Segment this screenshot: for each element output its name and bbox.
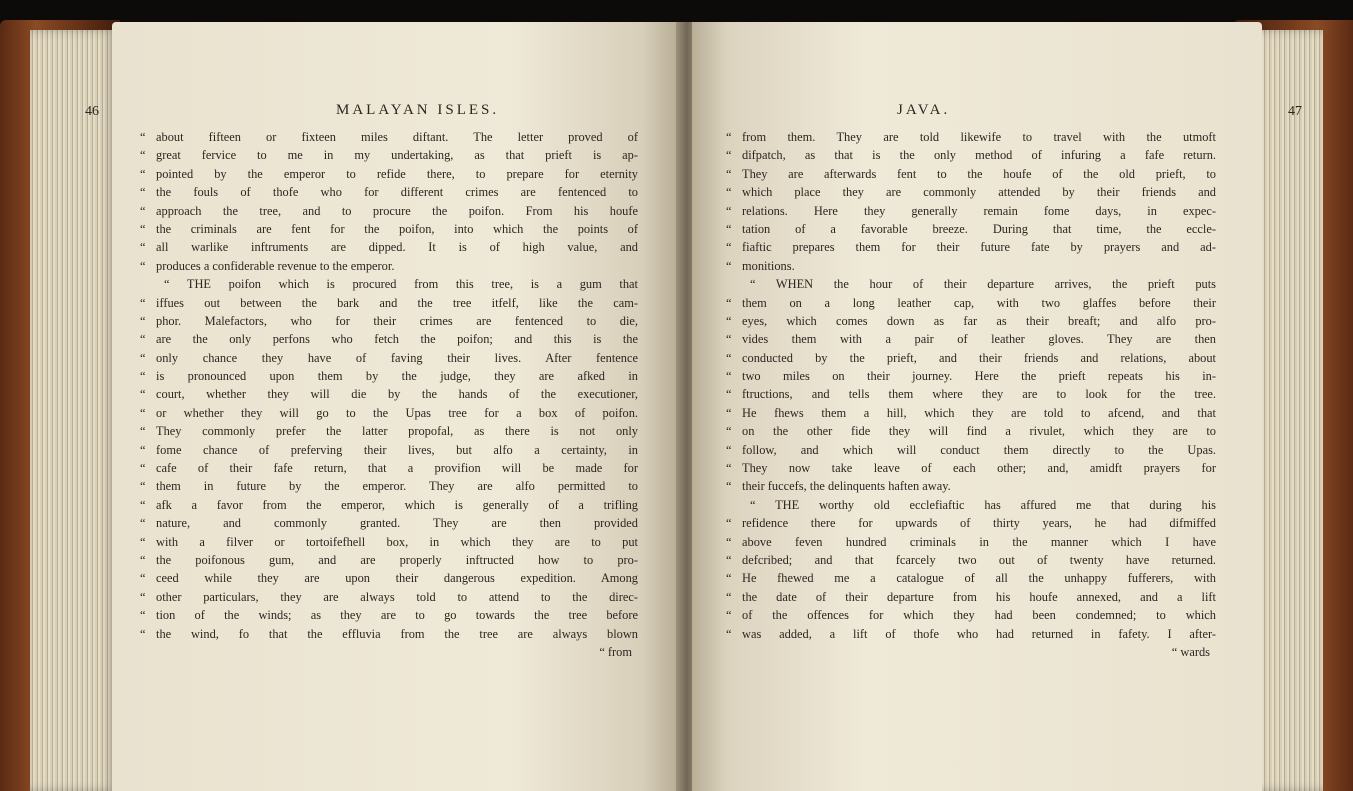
line-text: all warlike inftruments are dipped. It is of high value, and bbox=[156, 240, 638, 255]
line-text: are the only perfons who fetch the poifon; and this is the bbox=[156, 332, 638, 347]
text-line bbox=[140, 367, 638, 385]
line-text: them on a long leather cap, with two glaffes before their bbox=[742, 295, 1216, 310]
quote-mark: “ bbox=[726, 350, 732, 365]
text-line bbox=[140, 349, 638, 367]
line-text: refidence there for upwards of thirty years, he had difmiffed bbox=[742, 516, 1216, 531]
text-line bbox=[726, 220, 1216, 238]
line-text: the date of their departure from his houfe annexed, and a lift bbox=[742, 589, 1216, 604]
line-text: vides them with a pair of leather gloves. They are then bbox=[742, 332, 1216, 347]
line-text: was added, a lift of thofe who had returned in fafety. I after- bbox=[742, 626, 1216, 641]
running-head: JAVA. bbox=[897, 102, 951, 118]
text-line bbox=[726, 404, 1216, 422]
text-line bbox=[726, 146, 1216, 164]
quote-mark: “ bbox=[140, 461, 146, 476]
text-line bbox=[140, 146, 638, 164]
line-text: conducted by the prieft, and their friends and relations, about bbox=[742, 350, 1216, 365]
line-text: court, whether they will die by the hands of the executioner, bbox=[156, 387, 638, 402]
line-text: nature, and commonly granted. They are then provided bbox=[156, 516, 638, 531]
text-line bbox=[140, 569, 638, 587]
quote-mark: “ bbox=[140, 424, 146, 439]
body-text bbox=[140, 128, 638, 661]
text-line bbox=[726, 257, 1216, 275]
line-text: They now take leave of each other; and, amidft prayers for bbox=[742, 461, 1216, 476]
text-line bbox=[140, 496, 638, 514]
text-line bbox=[140, 533, 638, 551]
line-text: on the other fide they will find a rivulet, which they are to bbox=[742, 424, 1216, 439]
quote-mark: “ bbox=[140, 221, 146, 236]
line-text: They commonly prefer the latter propofal, as there is not only bbox=[156, 424, 638, 439]
line-text: He fhews them a hill, which they are told to afcend, and that bbox=[742, 405, 1216, 420]
quote-mark: “ bbox=[726, 203, 732, 218]
quote-mark: “ bbox=[726, 405, 732, 420]
text-line bbox=[140, 588, 638, 606]
text-line bbox=[140, 128, 638, 146]
quote-mark: “ bbox=[140, 497, 146, 512]
line-text: is pronounced upon them by the judge, they are afked in bbox=[156, 369, 638, 384]
quote-mark: “ bbox=[726, 221, 732, 236]
text-line bbox=[140, 238, 638, 256]
quote-mark bbox=[726, 275, 742, 293]
quote-mark: “ bbox=[140, 130, 146, 144]
quote-mark: “ bbox=[726, 608, 732, 623]
line-text: the wind, fo that the effluvia from the tree are always blown bbox=[156, 626, 638, 641]
catchword: “ wards bbox=[1171, 644, 1210, 659]
quote-mark: “ bbox=[140, 258, 146, 273]
quote-mark: “ bbox=[140, 369, 146, 384]
line-text: follow, and which will conduct them directly to the Upas. bbox=[742, 442, 1216, 457]
quote-mark: “ bbox=[726, 313, 732, 328]
text-line bbox=[726, 275, 1216, 293]
quote-mark: “ bbox=[140, 166, 146, 181]
line-text: produces a confiderable revenue to the emperor. bbox=[156, 258, 395, 273]
quote-mark: “ bbox=[140, 185, 146, 200]
line-text: two miles on their journey. Here the prieft repeats his in- bbox=[742, 369, 1216, 384]
line-text: their fuccefs, the delinquents haften away. bbox=[742, 479, 951, 494]
quote-mark: “ bbox=[726, 571, 732, 586]
text-line bbox=[726, 312, 1216, 330]
line-text: They are afterwards fent to the houfe of the old prieft, to bbox=[742, 166, 1216, 181]
line-text: “ THE worthy old ecclefiaftic has affured me that during his bbox=[750, 497, 1216, 512]
text-line bbox=[726, 477, 1216, 495]
text-line bbox=[726, 569, 1216, 587]
text-line bbox=[140, 459, 638, 477]
quote-mark: “ bbox=[140, 148, 146, 163]
text-line bbox=[726, 367, 1216, 385]
line-text: difpatch, as that is the only method of infuring a fafe return. bbox=[742, 148, 1216, 163]
text-line bbox=[140, 312, 638, 330]
text-line bbox=[140, 477, 638, 495]
text-line bbox=[140, 220, 638, 238]
line-text: with a filver or tortoifefhell box, in which they are to put bbox=[156, 534, 638, 549]
text-line bbox=[726, 183, 1216, 201]
text-line bbox=[726, 551, 1216, 569]
quote-mark: “ bbox=[726, 166, 732, 181]
quote-mark: “ bbox=[726, 240, 732, 255]
line-text: above feven hundred criminals in the manner which I have bbox=[742, 534, 1216, 549]
text-line bbox=[140, 294, 638, 312]
line-text: fiaftic prepares them for their future fate by prayers and ad- bbox=[742, 240, 1216, 255]
text-line bbox=[726, 496, 1216, 514]
text-line bbox=[726, 165, 1216, 183]
line-text: pointed by the emperor to refide there, to prepare for eternity bbox=[156, 166, 638, 181]
quote-mark: “ bbox=[726, 258, 732, 273]
quote-mark: “ bbox=[726, 387, 732, 402]
text-line bbox=[726, 588, 1216, 606]
quote-mark bbox=[726, 496, 742, 514]
body-text bbox=[726, 128, 1216, 661]
line-text: monitions. bbox=[742, 258, 795, 273]
quote-mark: “ bbox=[726, 442, 732, 457]
line-text: tation of a favorable breeze. During that time, the eccle- bbox=[742, 221, 1216, 236]
quote-mark: “ bbox=[140, 479, 146, 494]
right-page bbox=[692, 22, 1302, 791]
text-line bbox=[140, 330, 638, 348]
catchword: “ from bbox=[599, 644, 632, 659]
text-line bbox=[726, 533, 1216, 551]
text-line bbox=[726, 349, 1216, 367]
line-text: the poifonous gum, and are properly inftructed how to pro- bbox=[156, 552, 638, 567]
text-line bbox=[726, 625, 1216, 643]
quote-mark: “ bbox=[140, 534, 146, 549]
quote-mark: “ bbox=[726, 461, 732, 476]
quote-mark: “ bbox=[726, 534, 732, 549]
text-line bbox=[140, 441, 638, 459]
quote-mark: “ bbox=[140, 571, 146, 586]
line-text: them in future by the emperor. They are alfo permitted to bbox=[156, 479, 638, 494]
quote-mark: “ bbox=[140, 552, 146, 567]
quote-mark: “ bbox=[140, 350, 146, 365]
quote-mark: “ bbox=[140, 405, 146, 420]
quote-mark: “ bbox=[726, 516, 732, 531]
quote-mark: “ bbox=[726, 626, 732, 641]
line-text: of the offences for which they had been condemned; to which bbox=[742, 608, 1216, 623]
line-text: only chance they have of faving their lives. After fentence bbox=[156, 350, 638, 365]
page-number: 46 bbox=[85, 104, 99, 119]
line-text: ftructions, and tells them where they are to look for the tree. bbox=[742, 387, 1216, 402]
line-text: the criminals are fent for the poifon, into which the points of bbox=[156, 221, 638, 236]
left-page-edges bbox=[30, 30, 116, 791]
quote-mark: “ bbox=[140, 626, 146, 641]
text-line bbox=[726, 385, 1216, 403]
page-number: 47 bbox=[1288, 104, 1302, 119]
quote-mark: “ bbox=[140, 332, 146, 347]
text-line bbox=[726, 128, 1216, 146]
line-text: relations. Here they generally remain fome days, in expec- bbox=[742, 203, 1216, 218]
quote-mark: “ bbox=[140, 313, 146, 328]
text-line bbox=[140, 202, 638, 220]
line-text: great fervice to me in my undertaking, as that prieft is ap- bbox=[156, 148, 638, 163]
quote-mark: “ bbox=[140, 516, 146, 531]
text-line bbox=[726, 606, 1216, 624]
text-line bbox=[140, 385, 638, 403]
line-text: phor. Malefactors, who for their crimes are fentenced to die, bbox=[156, 313, 638, 328]
quote-mark: “ bbox=[140, 442, 146, 457]
left-page bbox=[85, 22, 682, 791]
quote-mark: “ bbox=[726, 332, 732, 347]
quote-mark: “ bbox=[726, 185, 732, 200]
line-text: or whether they will go to the Upas tree for a box of poifon. bbox=[156, 405, 638, 420]
text-line bbox=[726, 294, 1216, 312]
line-text: “ WHEN the hour of their departure arrives, the prieft puts bbox=[750, 277, 1216, 292]
text-line bbox=[140, 257, 638, 275]
text-line bbox=[140, 404, 638, 422]
line-text: the fouls of thofe who for different crimes are fentenced to bbox=[156, 185, 638, 200]
text-line bbox=[726, 514, 1216, 532]
text-line bbox=[726, 202, 1216, 220]
quote-mark: “ bbox=[140, 203, 146, 218]
quote-mark: “ bbox=[726, 148, 732, 163]
line-text: afk a favor from the emperor, which is generally of a trifling bbox=[156, 497, 638, 512]
quote-mark: “ bbox=[726, 589, 732, 604]
text-line bbox=[140, 422, 638, 440]
line-text: He fhewed me a catalogue of all the unhappy fufferers, with bbox=[742, 571, 1216, 586]
quote-mark: “ bbox=[726, 130, 732, 144]
line-text: fome chance of preferving their lives, but alfo a certainty, in bbox=[156, 442, 638, 457]
quote-mark bbox=[140, 275, 156, 293]
quote-mark: “ bbox=[726, 369, 732, 384]
line-text: defcribed; and that fcarcely two out of twenty have returned. bbox=[742, 552, 1216, 567]
line-text: cafe of their fafe return, that a provifion will be made for bbox=[156, 461, 638, 476]
text-line bbox=[140, 625, 638, 643]
line-text: from them. They are told likewife to travel with the utmoft bbox=[742, 130, 1216, 144]
line-text: eyes, which comes down as far as their breaft; and alfo pro- bbox=[742, 313, 1216, 328]
text-line bbox=[140, 514, 638, 532]
quote-mark: “ bbox=[726, 479, 732, 494]
line-text: iffues out between the bark and the tree itfelf, like the cam- bbox=[156, 295, 638, 310]
text-line bbox=[726, 459, 1216, 477]
quote-mark: “ bbox=[726, 424, 732, 439]
text-line bbox=[140, 551, 638, 569]
line-text: which place they are commonly attended by their friends and bbox=[742, 185, 1216, 200]
text-line bbox=[726, 238, 1216, 256]
text-line bbox=[140, 183, 638, 201]
quote-mark: “ bbox=[726, 552, 732, 567]
line-text: other particulars, they are always told to attend to the direc- bbox=[156, 589, 638, 604]
quote-mark: “ bbox=[140, 295, 146, 310]
text-line bbox=[726, 441, 1216, 459]
running-head: MALAYAN ISLES. bbox=[336, 102, 500, 118]
line-text: “ THE poifon which is procured from this tree, is a gum that bbox=[164, 277, 638, 292]
quote-mark: “ bbox=[140, 240, 146, 255]
line-text: about fifteen or fixteen miles diftant. The letter proved of bbox=[156, 130, 638, 144]
line-text: tion of the winds; as they are to go towards the tree before bbox=[156, 608, 638, 623]
text-line bbox=[140, 275, 638, 293]
text-line bbox=[726, 330, 1216, 348]
text-line bbox=[140, 165, 638, 183]
line-text: ceed while they are upon their dangerous expedition. Among bbox=[156, 571, 638, 586]
quote-mark: “ bbox=[726, 295, 732, 310]
line-text: approach the tree, and to procure the poifon. From his houfe bbox=[156, 203, 638, 218]
quote-mark: “ bbox=[140, 589, 146, 604]
quote-mark: “ bbox=[140, 387, 146, 402]
text-line bbox=[140, 606, 638, 624]
quote-mark: “ bbox=[140, 608, 146, 623]
text-line bbox=[726, 422, 1216, 440]
